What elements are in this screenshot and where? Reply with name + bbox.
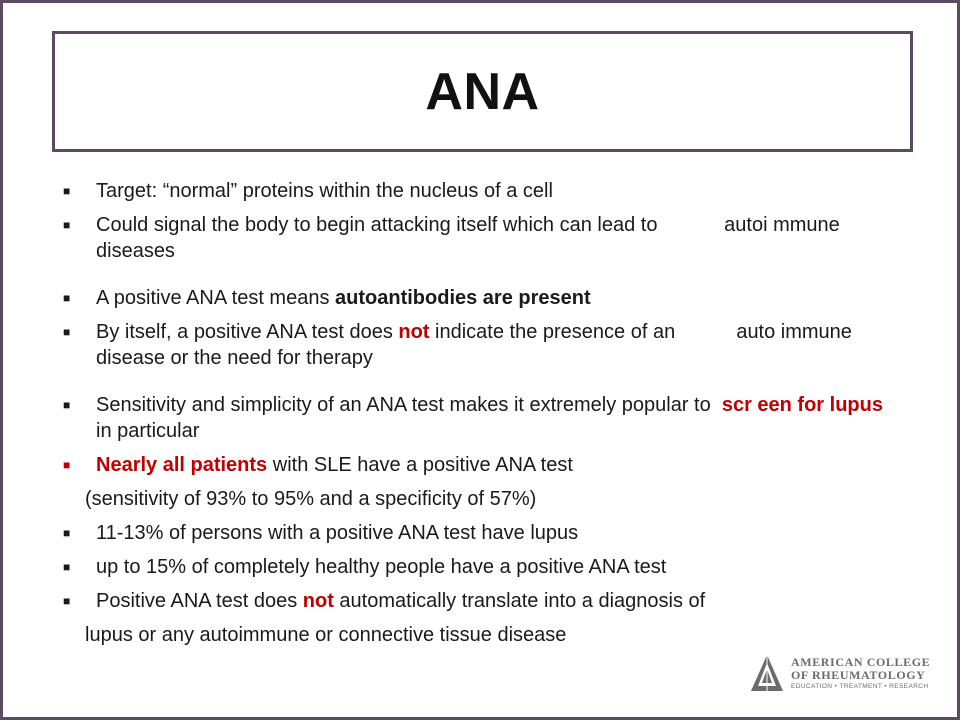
bullet-marker-icon: ■ xyxy=(63,594,71,608)
bullet-target xyxy=(63,178,903,204)
bullet-text: 11-13% of persons with a positive ANA test have lupus xyxy=(96,522,579,544)
title-box xyxy=(52,31,913,152)
slide-title: ANA xyxy=(425,62,540,121)
bullet-marker-icon: ■ xyxy=(63,398,71,412)
bullet-marker-icon: ■ xyxy=(63,184,71,198)
bullet-text-post: automatically translate into a diagnosis of xyxy=(333,590,706,612)
bullet-text-pre: Sensitivity and simplicity of an ANA test makes it extremely popular to xyxy=(96,394,722,416)
acr-logo xyxy=(749,651,935,695)
bullet-text: Could signal the body to begin attacking itself which can lead to autoi mmune diseases xyxy=(96,214,840,262)
emphasis-screen-for-lupus: scr een for lupus xyxy=(721,394,883,416)
bullet-positive-means xyxy=(63,285,903,311)
bullet-nearly-all xyxy=(63,452,903,478)
bullet-could-signal xyxy=(63,212,903,264)
emphasis-not: not xyxy=(302,590,334,612)
acr-pyramid-icon xyxy=(749,653,785,693)
logo-tagline: EDUCATION • TREATMENT • RESEARCH xyxy=(791,682,929,690)
bullet-11-13 xyxy=(63,520,903,546)
bullet-by-itself xyxy=(63,319,903,371)
slide-body xyxy=(63,178,903,648)
sensitivity-note: (sensitivity of 93% to 95% and a specificity of 57%) xyxy=(85,488,537,510)
bullet-positive-not-diagnosis xyxy=(63,588,903,614)
bullet-sensitivity xyxy=(63,392,903,444)
bullet-marker-icon: ■ xyxy=(63,291,71,305)
logo-line1: AMERICAN COLLEGE xyxy=(791,654,931,669)
bullet-up-to-15 xyxy=(63,554,903,580)
bullet-marker-icon: ■ xyxy=(63,325,71,339)
bullet-text-bold: autoantibodies are present xyxy=(335,287,591,309)
bullet-marker-icon: ■ xyxy=(63,218,71,232)
bullet-text-pre: A positive ANA test means xyxy=(96,287,336,309)
bullet-text: Target: “normal” proteins within the nucleus of a cell xyxy=(96,180,553,202)
bullet-text: up to 15% of completely healthy people have a positive ANA test xyxy=(96,556,667,578)
emphasis-nearly-all-patients: Nearly all patients xyxy=(96,454,268,476)
logo-line2: OF RHEUMATOLOGY xyxy=(791,667,926,682)
bullet-text-post: with SLE have a positive ANA test xyxy=(267,454,573,476)
bullet-text-pre: Positive ANA test does xyxy=(96,590,303,612)
bullet-text-pre: By itself, a positive ANA test does xyxy=(96,321,399,343)
bullet-marker-icon: ■ xyxy=(63,526,71,540)
acr-logo-text xyxy=(791,656,930,691)
bullet-text-post: in particular xyxy=(96,420,200,442)
bullet-continuation: lupus or any autoimmune or connective tissue disease xyxy=(85,624,567,646)
bullet-marker-icon: ■ xyxy=(63,458,71,472)
bullet-text-post: indicate the presence of an auto immune disease or the need for therapy xyxy=(96,321,852,369)
bullet-marker-icon: ■ xyxy=(63,560,71,574)
emphasis-not: not xyxy=(398,321,430,343)
